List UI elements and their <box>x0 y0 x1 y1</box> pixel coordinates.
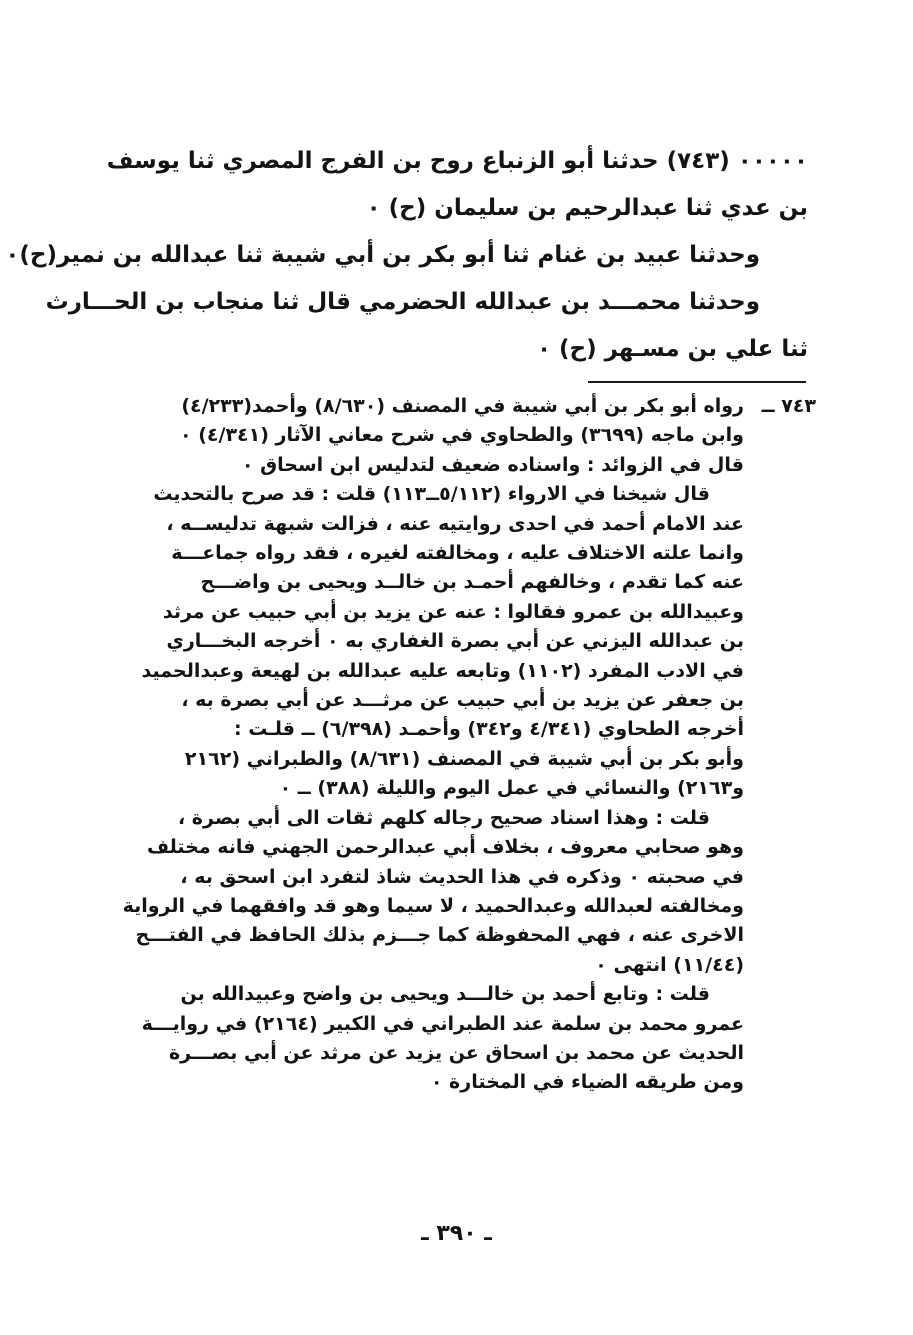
footnote-line: أخرجه الطحاوي (٤/٣٤١ و٣٤٢) وأحمـد (٦/٣٩٨) ــ قلـت : <box>233 718 744 741</box>
footnote-line: وانما علته الاختلاف عليه ، ومخالفته لغيره ، فقد رواه جماعـــة <box>171 542 744 565</box>
hadith-line: ٠٠٠٠٠ (٧٤٣) حدثنا أبو الزنباع روح بن الفرج المصري ثنا يوسف <box>106 148 808 174</box>
footnote-line: عند الامام أحمد في احدى روايتيه عنه ، فزالت شبهة تدليســه ، <box>166 512 744 535</box>
hadith-line: وحدثنا محمـــد بن عبدالله الحضرمي قال ثنا منجاب بن الحـــارث <box>45 289 760 315</box>
footnote-line: وهو صحابي معروف ، بخلاف أبي عبدالرحمن الجهني فانه مختلف <box>147 836 744 859</box>
footnote-line: ومخالفته لعبدالله وعبدالحميد ، لا سيما وهو قد وافقهما في الرواية <box>122 894 744 917</box>
footnote-line: في الادب المفرد (١١٠٢) وتابعه عليه عبدالله بن لهيعة وعبدالحميد <box>141 659 744 682</box>
footnote-line: بن جعفر عن يزيد بن أبي حبيب عن مرثـــد عن أبي بصرة به ، <box>181 689 744 712</box>
footnote-line: قال شيخنا في الارواء (٥/١١٢ــ١١٣) قلت : قد صرح بالتحديث <box>153 483 710 506</box>
footnote-divider <box>588 381 806 383</box>
footnote-line: وابن ماجه (٣٦٩٩) والطحاوي في شرح معاني الآثار (٤/٣٤١) ٠ <box>179 424 744 447</box>
footnote-number: ٧٤٣ ــ <box>761 395 816 417</box>
footnote-line: قلت : وهذا اسناد صحيح رجاله كلهم ثقات الى أبي بصرة ، <box>177 806 710 829</box>
footnote-line: قال في الزوائد : واسناده ضعيف لتدليس ابن اسحاق ٠ <box>241 453 744 476</box>
footnote-line: قلت : وتابع أحمد بن خالـــد ويحيى بن واضح وعبيدالله بن <box>180 983 710 1006</box>
footnote-line: وعبيدالله بن عمرو فقالوا : عنه عن يزيد بن أبي حبيب عن مرثد <box>162 600 744 623</box>
hadith-text <box>5 138 808 373</box>
footnote-line: الاخرى عنه ، فهي المحفوظة كما جـــزم بذلك الحافظ في الفتـــح <box>135 924 744 947</box>
footnote-line: بن عبدالله اليزني عن أبي بصرة الغفاري به ٠ أخرجه البخـــاري <box>166 630 744 653</box>
hadith-line: وحدثنا عبيد بن غنام ثنا أبو بكر بن أبي شيبة ثنا عبدالله بن نمير(ح)٠ <box>5 242 760 268</box>
footnote-line: رواه أبو بكر بن أبي شيبة في المصنف (٨/٦٣٠) وأحمد(٤/٢٣٣) <box>181 395 744 417</box>
footnote-line: ومن طريقه الضياء في المختارة ٠ <box>430 1071 744 1094</box>
footnote-line: في صحبته ٠ وذكره في هذا الحديث شاذ لتفرد ابن اسحق به ، <box>180 865 744 888</box>
footnote-line: (١١/٤٤) انتهى ٠ <box>595 953 744 976</box>
footnote-block <box>96 392 816 1098</box>
footnote-line: عنه كما تقدم ، وخالفهم أحمـد بن خالــد ويحيى بن واضـــح <box>200 571 744 594</box>
footnote-line: عمرو محمد بن سلمة عند الطبراني في الكبير (٢١٦٤) في روايـــة <box>141 1012 744 1035</box>
footnote-line: الحديث عن محمد بن اسحاق عن يزيد عن مرثد عن أبي بصـــرة <box>168 1041 744 1064</box>
footnote-line: و٢١٦٣) والنسائي في عمل اليوم والليلة (٣٨٨) ــ ٠ <box>279 777 744 800</box>
hadith-line: بن عدي ثنا عبدالرحيم بن سليمان (ح) ٠ <box>366 195 808 221</box>
page-number: ـ ٣٩٠ ـ <box>421 1221 492 1246</box>
footnote-line: وأبو بكر بن أبي شيبة في المصنف (٨/٦٣١) والطبراني (٢١٦٢ <box>184 747 744 770</box>
footnote-body <box>96 392 744 1098</box>
hadith-line: ثنا علي بن مسـهر (ح) ٠ <box>536 336 808 362</box>
